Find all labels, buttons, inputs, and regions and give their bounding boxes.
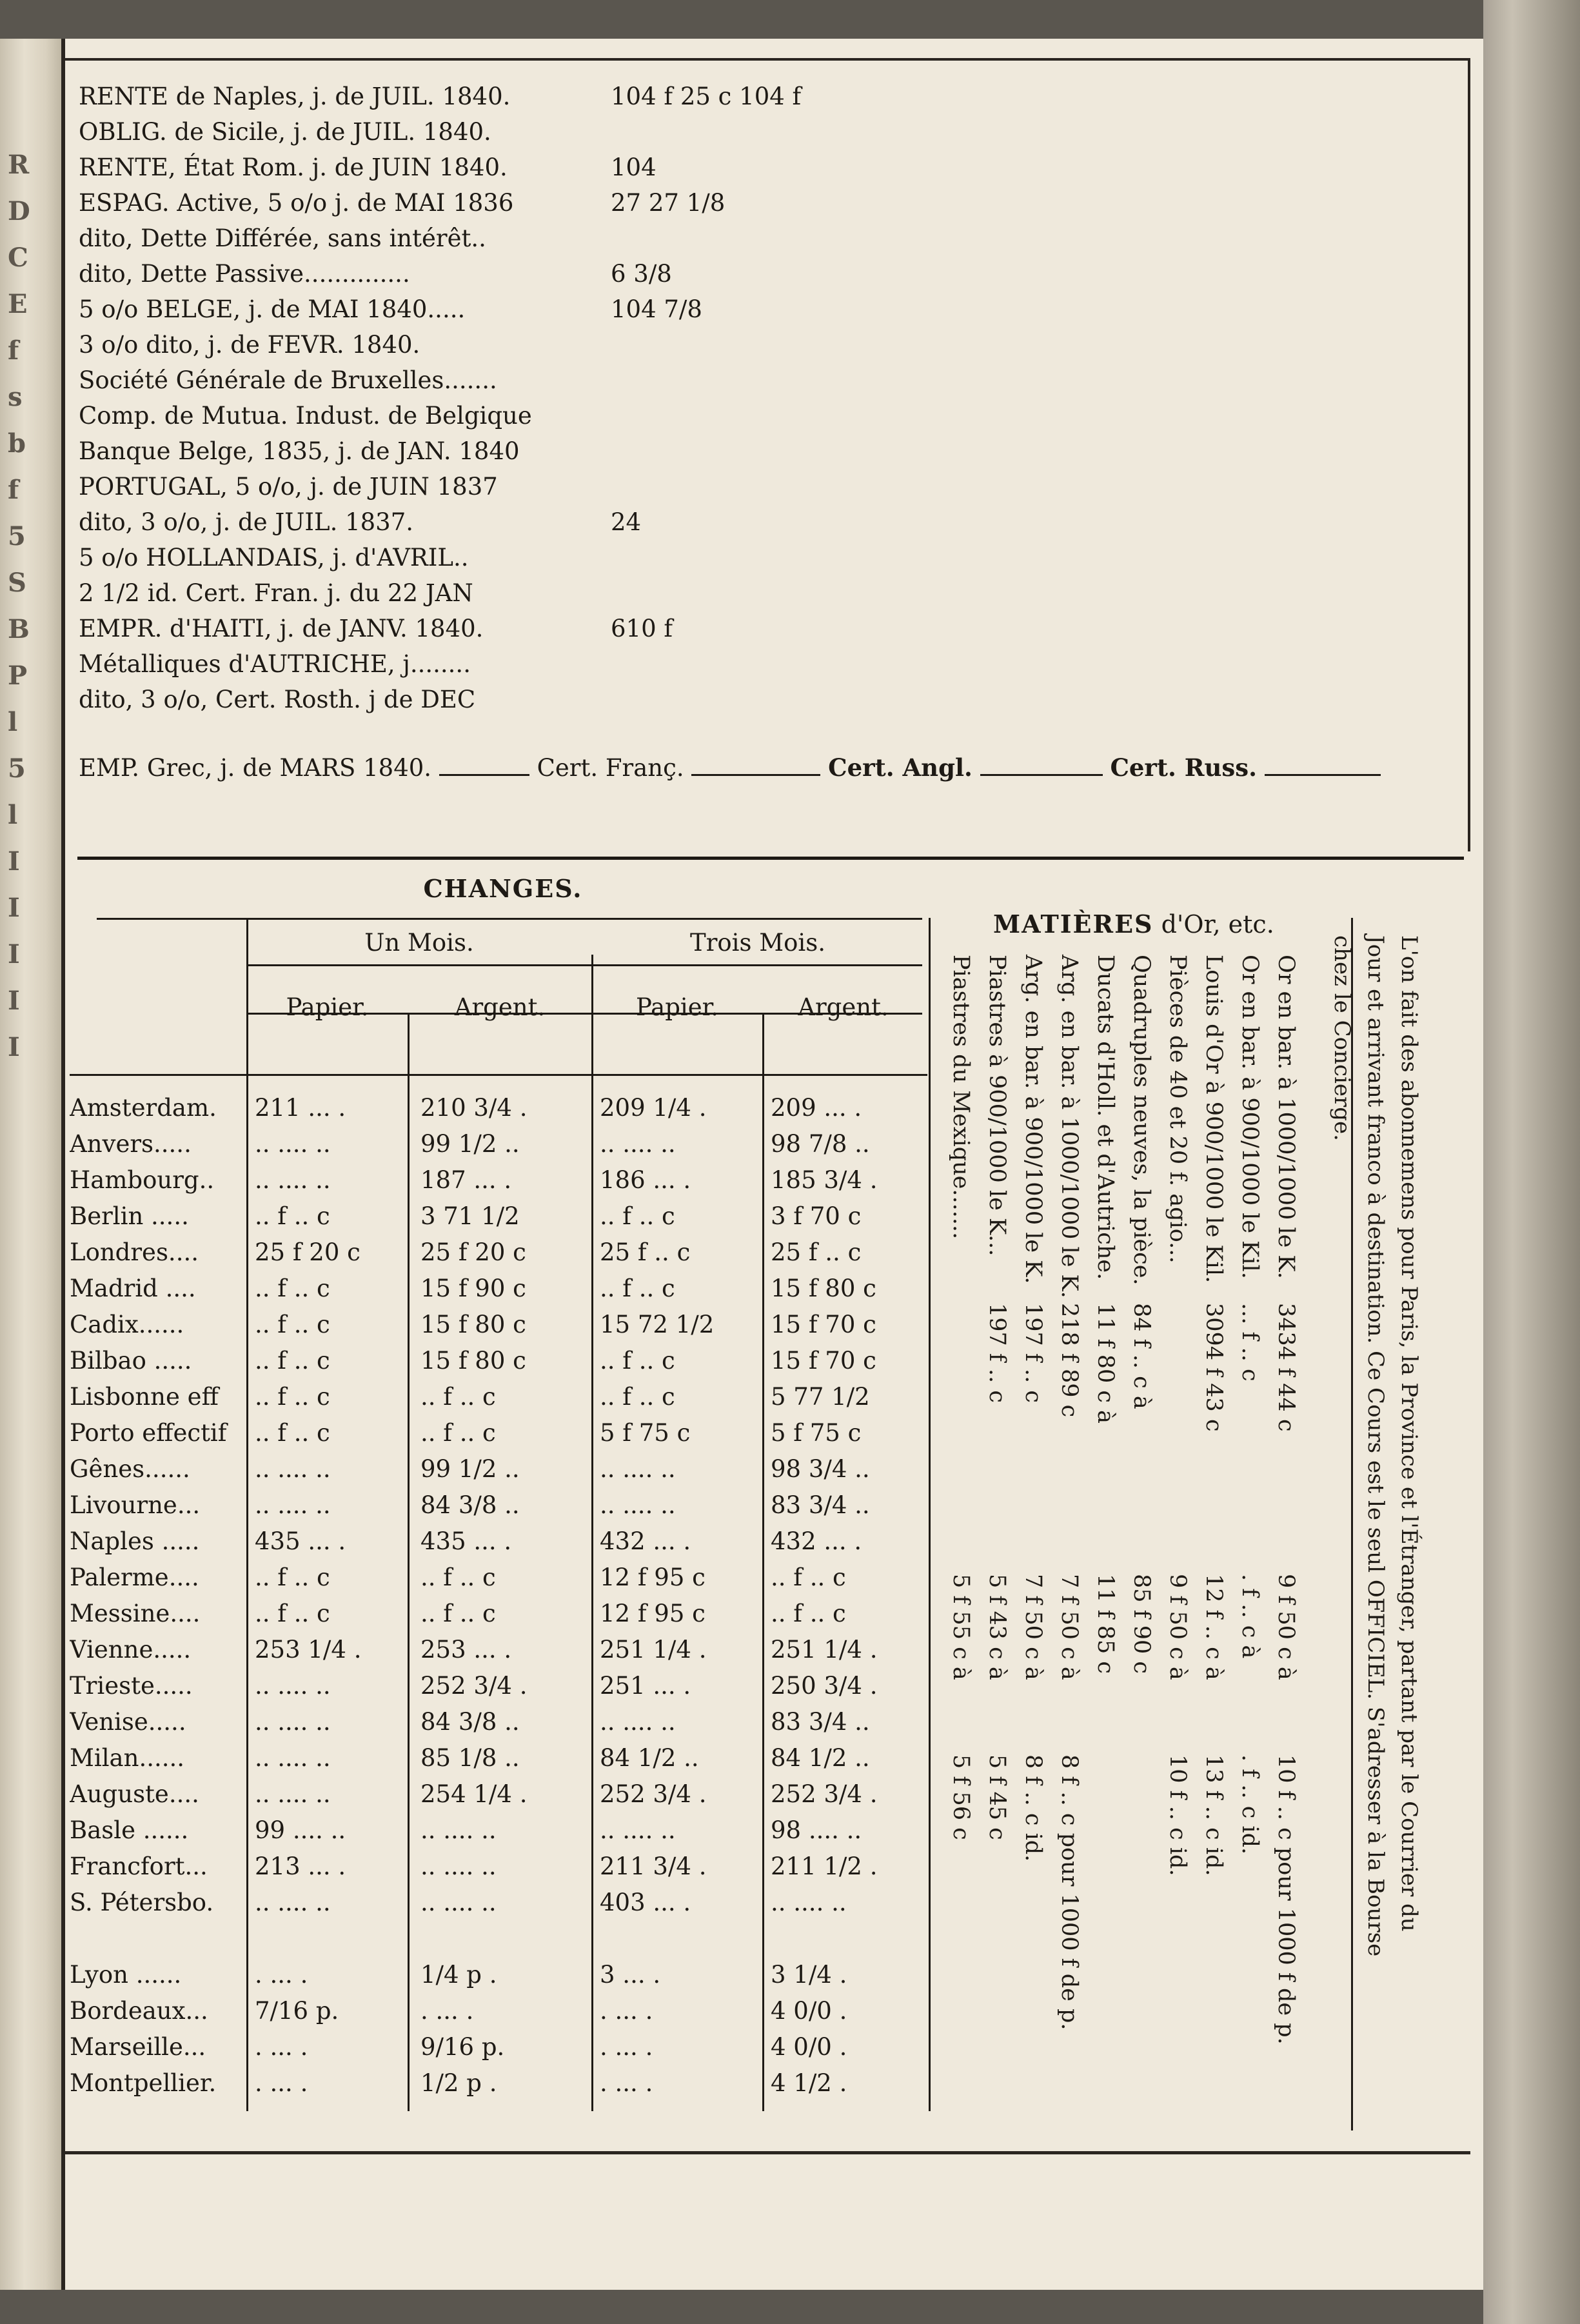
change-city: Londres.... (70, 1238, 199, 1266)
change-city: Montpellier. (70, 2069, 217, 2097)
change-city: Madrid .... (70, 1275, 196, 1302)
change-cell-a1: . ... . (420, 1997, 474, 2025)
change-cell-p3: 209 1/4 . (600, 1094, 707, 1122)
change-cell-p3: 251 1/4 . (600, 1636, 707, 1664)
change-cell-p1: .. f .. c (255, 1202, 330, 1230)
change-cell-p1: 253 1/4 . (255, 1636, 362, 1664)
change-cell-p3: .. f .. c (600, 1383, 675, 1411)
change-cell-p3: 12 f 95 c (600, 1600, 706, 1627)
change-cell-p1: . ... . (255, 2033, 308, 2061)
change-city (70, 1921, 252, 1957)
change-cell-a3: .. .... .. (771, 1889, 847, 1916)
change-cell-a3: 98 7/8 .. (771, 1130, 870, 1158)
change-city: Basle ...... (70, 1816, 189, 1844)
change-cell-a3: 3 1/4 . (771, 1961, 847, 1989)
rente-name: dito, 3 o/o, j. de JUIL. 1837. (79, 508, 414, 536)
change-cell-a1: .. .... .. (420, 1852, 497, 1880)
change-cell-p1: 211 ... . (255, 1094, 346, 1122)
change-cell-p1: .. f .. c (255, 1600, 330, 1627)
frame-top-rule (64, 58, 1470, 61)
rente-name: 2 1/2 id. Cert. Fran. j. du 22 JAN (79, 579, 473, 607)
change-cell-p3: .. .... .. (600, 1491, 676, 1519)
change-city: Bilbao ..... (70, 1347, 192, 1375)
matiere-name: Or en bar. à 900/1000 le Kil. (1237, 955, 1263, 1279)
rente-row (79, 646, 1465, 682)
matiere-name: Quadruples neuves, la pièce. (1129, 955, 1154, 1286)
matiere-v3: 10 f .. c id. (1165, 1754, 1190, 1876)
rente-row (79, 682, 1465, 717)
matiere-v1: ... f .. c (1237, 1303, 1263, 1382)
rente-row (79, 433, 1465, 469)
rente-name: dito, Dette Passive.............. (79, 260, 410, 288)
rente-row (79, 185, 1465, 221)
change-cell-a3: 251 1/4 . (771, 1636, 878, 1664)
frame-bottom-rule (64, 2151, 1470, 2154)
change-cell-p1: .. .... .. (255, 1166, 331, 1194)
cert-angl-label: Cert. Angl. (828, 753, 973, 782)
section-separator (77, 857, 1464, 860)
matiere-name: Piastres à 900/1000 le K... (984, 955, 1010, 1256)
matiere-name: Piastres du Mexique....... (948, 955, 974, 1240)
matiere-v1: 218 f 89 c (1056, 1303, 1082, 1418)
change-cell-p1: 7/16 p. (255, 1997, 339, 2025)
change-cell-p3: .. f .. c (600, 1347, 675, 1375)
change-city: Auguste.... (70, 1780, 199, 1808)
change-cell-a3: 4 0/0 . (771, 2033, 847, 2061)
change-city: Anvers..... (70, 1130, 192, 1158)
matiere-v2: 7 f 50 c à (1056, 1574, 1082, 1680)
change-city: Hambourg.. (70, 1166, 215, 1194)
matiere-v3: 10 f .. c pour 1000 f de p. (1273, 1754, 1299, 2045)
change-cell-p1: 213 ... . (255, 1852, 346, 1880)
change-city: Porto effectif (70, 1419, 227, 1447)
change-cell-p1: .. .... .. (255, 1780, 331, 1808)
matiere-v3: . f .. c id. (1237, 1754, 1263, 1855)
note-line: L'on fait des abonnemens pour Paris, la Province et l'Étranger, partant par le Courrier du (1396, 935, 1422, 1932)
change-cell-p3: .. f .. c (600, 1202, 675, 1230)
change-cell-a1: 210 3/4 . (420, 1094, 528, 1122)
argent-header-1: Argent. (454, 993, 546, 1021)
change-cell-a3: 98 3/4 .. (771, 1455, 870, 1483)
change-cell-p3: .. .... .. (600, 1708, 676, 1736)
change-cell-a1: 15 f 80 c (420, 1347, 526, 1375)
matiere-v2: 12 f .. c à (1201, 1574, 1227, 1680)
change-cell-a3: 15 f 80 c (771, 1275, 876, 1302)
rente-name: EMPR. d'HAITI, j. de JANV. 1840. (79, 615, 484, 642)
change-cell-a3: 84 1/2 .. (771, 1744, 870, 1772)
matiere-v1: 3434 f 44 c (1273, 1303, 1299, 1432)
rente-value: 610 f (611, 615, 673, 642)
rente-value: 24 (611, 508, 642, 536)
rente-name: ESPAG. Active, 5 o/o j. de MAI 1836 (79, 189, 514, 217)
change-cell-p1: .. f .. c (255, 1347, 330, 1375)
change-city: Messine.... (70, 1600, 201, 1627)
matiere-name: Arg. en bar. à 900/1000 le K. (1020, 955, 1046, 1284)
matiere-v2: 7 f 50 c à (1020, 1574, 1046, 1680)
trois-mois-header: Trois Mois. (690, 929, 825, 957)
matiere-row (1052, 955, 1086, 2031)
rente-value: 27 27 1/8 (611, 189, 726, 217)
change-cell-p1: .. .... .. (255, 1491, 331, 1519)
change-cell-p1: . ... . (255, 2069, 308, 2097)
change-cell-p1: 99 .... .. (255, 1816, 346, 1844)
frame-right-rule (1468, 58, 1470, 851)
matiere-v3: 5 f 56 c (948, 1754, 974, 1840)
change-cell-a1: 15 f 80 c (420, 1311, 526, 1338)
matiere-v2: . f .. c à (1237, 1574, 1263, 1659)
matiere-v1: 197 f .. c (1020, 1303, 1046, 1403)
change-cell-a1: .. f .. c (420, 1564, 496, 1591)
change-cell-a1: .. f .. c (420, 1383, 496, 1411)
change-city: S. Pétersbo. (70, 1889, 214, 1916)
change-cell-a1: 252 3/4 . (420, 1672, 528, 1700)
change-city: Naples ..... (70, 1527, 200, 1555)
change-city: Vienne..... (70, 1636, 192, 1664)
blank-line (1265, 750, 1381, 776)
rente-row (79, 327, 1465, 363)
change-cell-p1: .. .... .. (255, 1889, 331, 1916)
change-cell-a3: 25 f .. c (771, 1238, 862, 1266)
matiere-row (1197, 955, 1230, 1987)
change-city: Milan...... (70, 1744, 185, 1772)
change-cell-a1: 1/4 p . (420, 1961, 497, 1989)
change-cell-p1: .. .... .. (255, 1130, 331, 1158)
change-cell-p3: 252 3/4 . (600, 1780, 707, 1808)
rente-name: Métalliques d'AUTRICHE, j........ (79, 650, 471, 678)
change-cell-a1: 187 ... . (420, 1166, 512, 1194)
blank-line (691, 750, 820, 776)
rente-name: Comp. de Mutua. Indust. de Belgique (79, 402, 532, 430)
change-cell-p3: 251 ... . (600, 1672, 691, 1700)
matiere-row (1016, 955, 1050, 1987)
change-city: Trieste..... (70, 1672, 193, 1700)
change-cell-p1: .. .... .. (255, 1672, 331, 1700)
change-cell-a3: 15 f 70 c (771, 1347, 876, 1375)
matiere-v2: 11 f 85 c (1092, 1574, 1118, 1674)
change-cell-p1: 25 f 20 c (255, 1238, 360, 1266)
change-cell-a1: 435 ... . (420, 1527, 512, 1555)
change-cell-a3: 83 3/4 .. (771, 1491, 870, 1519)
change-cell-p3: .. .... .. (600, 1130, 676, 1158)
papier-header-1: Papier. (286, 993, 369, 1021)
rente-name: dito, 3 o/o, Cert. Rosth. j de DEC (79, 686, 476, 713)
rente-name: 3 o/o dito, j. de FEVR. 1840. (79, 331, 420, 359)
page-binding (0, 39, 61, 2290)
change-cell-p1: .. f .. c (255, 1383, 330, 1411)
change-cell-p3: . ... . (600, 2069, 653, 2097)
change-cell-a1: .. f .. c (420, 1419, 496, 1447)
change-cell-a1: 9/16 p. (420, 2033, 505, 2061)
change-cell-p3: .. .... .. (600, 1455, 676, 1483)
change-cell-p3: 403 ... . (600, 1889, 691, 1916)
rule (929, 918, 931, 2111)
matiere-row (980, 955, 1014, 1987)
change-city: Bordeaux... (70, 1997, 208, 2025)
rente-row (79, 363, 1465, 398)
rente-name: 5 o/o HOLLANDAIS, j. d'AVRIL.. (79, 544, 469, 571)
change-cell-p1: .. f .. c (255, 1419, 330, 1447)
rente-row (79, 575, 1465, 611)
rule (70, 1074, 927, 1076)
spine-bleed-letters: R D C E f s b f 5 S B P l 5 l I I I I I (8, 150, 30, 1062)
matiere-v3: 5 f 45 c (984, 1754, 1010, 1840)
rule (591, 955, 593, 2111)
change-cell-a1: .. f .. c (420, 1600, 496, 1627)
matiere-name: Pièces de 40 et 20 f. agio... (1165, 955, 1190, 1264)
change-cell-p3: 15 72 1/2 (600, 1311, 715, 1338)
changes-title: CHANGES. (423, 874, 583, 903)
rente-name: dito, Dette Différée, sans intérêt.. (79, 224, 486, 252)
change-cell-a1: 1/2 p . (420, 2069, 497, 2097)
change-city: Venise..... (70, 1708, 186, 1736)
matiere-v3: 8 f .. c pour 1000 f de p. (1056, 1754, 1082, 2031)
matiere-row (944, 955, 978, 1987)
matiere-v1: 11 f 80 c à (1092, 1303, 1118, 1424)
change-cell-a3: 250 3/4 . (771, 1672, 878, 1700)
change-cell-a3: 3 f 70 c (771, 1202, 862, 1230)
next-page-edge (1483, 0, 1580, 2324)
change-city: Livourne... (70, 1491, 201, 1519)
matiere-v2: 9 f 50 c à (1165, 1574, 1190, 1680)
rente-row (79, 398, 1465, 433)
change-cell-a1: .. .... .. (420, 1889, 497, 1916)
change-cell-p3: 12 f 95 c (600, 1564, 706, 1591)
matiere-row (1161, 955, 1194, 1987)
rente-row (79, 292, 1465, 327)
rente-row (79, 114, 1465, 150)
note-line: chez le Concierge. (1329, 935, 1355, 1141)
rente-value: 6 3/8 (611, 260, 672, 288)
matieres-title-bold: MATIÈRES (993, 909, 1154, 939)
change-cell-a1: 84 3/8 .. (420, 1491, 520, 1519)
rente-name: OBLIG. de Sicile, j. de JUIL. 1840. (79, 118, 491, 146)
rule (97, 918, 922, 920)
rente-name: PORTUGAL, 5 o/o, j. de JUIN 1837 (79, 473, 498, 501)
rente-value: 104 (611, 154, 657, 181)
change-cell-a3: 98 .... .. (771, 1816, 862, 1844)
binding-edge (61, 39, 65, 2290)
change-cell-a3: 209 ... . (771, 1094, 862, 1122)
change-cell-a3: 4 1/2 . (771, 2069, 847, 2097)
change-cell-p3: 25 f .. c (600, 1238, 691, 1266)
change-cell-a1: 3 71 1/2 (420, 1202, 520, 1230)
un-mois-header: Un Mois. (364, 929, 474, 957)
change-cell-a1: 15 f 90 c (420, 1275, 526, 1302)
change-cell-a1: 25 f 20 c (420, 1238, 526, 1266)
change-cell-p3: .. .... .. (600, 1816, 676, 1844)
change-cell-p1: 435 ... . (255, 1527, 346, 1555)
matiere-name: Arg. en bar. à 1000/1000 le K. (1056, 955, 1082, 1298)
matiere-v2: 85 f 90 c (1129, 1574, 1154, 1674)
rente-row (79, 221, 1465, 256)
change-cell-p3: .. f .. c (600, 1275, 675, 1302)
matiere-v1: 84 f .. c à (1129, 1303, 1154, 1409)
rule (248, 964, 922, 966)
rente-row (79, 504, 1465, 540)
rente-name: RENTE de Naples, j. de JUIL. 1840. (79, 83, 511, 110)
matiere-v3: 13 f .. c id. (1201, 1754, 1227, 1876)
matiere-row (1089, 955, 1122, 1987)
change-cell-a3: 4 0/0 . (771, 1997, 847, 2025)
matiere-v1: 197 f .. c (984, 1303, 1010, 1403)
change-cell-a3: 15 f 70 c (771, 1311, 876, 1338)
rente-row (79, 469, 1465, 504)
change-cell-a3: 185 3/4 . (771, 1166, 878, 1194)
blank-line (980, 750, 1103, 776)
cert-franc-label: Cert. Franç. (537, 754, 684, 782)
change-cell-a3: .. f .. c (771, 1600, 846, 1627)
change-cell-p3: . ... . (600, 1997, 653, 2025)
change-cell-a1: 85 1/8 .. (420, 1744, 520, 1772)
change-cell-a1: 254 1/4 . (420, 1780, 528, 1808)
rente-value: 104 7/8 (611, 295, 702, 323)
change-city: Palerme.... (70, 1564, 199, 1591)
certificates-line (79, 748, 1465, 787)
change-cell-a3: 5 77 1/2 (771, 1383, 870, 1411)
rente-name: RENTE, État Rom. j. de JUIN 1840. (79, 154, 508, 181)
ledger-page (0, 39, 1488, 2290)
matiere-v2: 5 f 43 c à (984, 1574, 1010, 1680)
matiere-name: Or en bar. à 1000/1000 le K. (1273, 955, 1299, 1279)
change-cell-p1: .. .... .. (255, 1455, 331, 1483)
matiere-row (1233, 955, 1267, 1987)
emp-grec-label: EMP. Grec, j. de MARS 1840. (79, 754, 432, 782)
change-city: Francfort... (70, 1852, 208, 1880)
change-cell-a3: 252 3/4 . (771, 1780, 878, 1808)
blank-line (439, 750, 529, 776)
change-cell-a1: 253 ... . (420, 1636, 512, 1664)
change-cell-a1: .. .... .. (420, 1816, 497, 1844)
rente-row (79, 150, 1465, 185)
rente-row (79, 256, 1465, 292)
matiere-v3: 8 f .. c id. (1020, 1754, 1046, 1862)
change-cell-p3: 3 ... . (600, 1961, 661, 1989)
change-cell-a1: 99 1/2 .. (420, 1455, 520, 1483)
change-city: Marseille... (70, 2033, 206, 2061)
rente-row (79, 79, 1465, 114)
matiere-v2: 9 f 50 c à (1273, 1574, 1299, 1680)
rente-row (79, 611, 1465, 646)
change-cell-p1: .. .... .. (255, 1708, 331, 1736)
change-cell-a1: 84 3/8 .. (420, 1708, 520, 1736)
change-city: Amsterdam. (70, 1094, 217, 1122)
matiere-name: Louis d'Or à 900/1000 le Kil. (1201, 955, 1227, 1284)
change-cell-p3: 186 ... . (600, 1166, 691, 1194)
rente-row (79, 540, 1465, 575)
rente-name: Banque Belge, 1835, j. de JAN. 1840 (79, 437, 520, 465)
change-cell-p3: . ... . (600, 2033, 653, 2061)
matiere-row (1125, 955, 1158, 1987)
change-city: Lyon ...... (70, 1961, 182, 1989)
matieres-title-rest: d'Or, etc. (1161, 910, 1274, 939)
change-city: Cadix...... (70, 1311, 184, 1338)
change-cell-a3: .. f .. c (771, 1564, 846, 1591)
rule (762, 1013, 764, 2111)
change-city: Berlin ..... (70, 1202, 189, 1230)
rente-value: 104 f 25 c 104 f (611, 83, 802, 110)
change-city: Gênes...... (70, 1455, 190, 1483)
change-cell-p1: .. f .. c (255, 1564, 330, 1591)
change-cell-p1: . ... . (255, 1961, 308, 1989)
argent-header-3: Argent. (798, 993, 889, 1021)
change-cell-p1: .. f .. c (255, 1275, 330, 1302)
change-cell-a1: 99 1/2 .. (420, 1130, 520, 1158)
change-cell-a3: 83 3/4 .. (771, 1708, 870, 1736)
matiere-row (1269, 955, 1303, 2045)
cert-russ-label: Cert. Russ. (1110, 753, 1257, 782)
change-cell-a3: 211 1/2 . (771, 1852, 878, 1880)
change-cell-p3: 432 ... . (600, 1527, 691, 1555)
change-cell-a3: 432 ... . (771, 1527, 862, 1555)
change-cell-p3: 84 1/2 .. (600, 1744, 699, 1772)
matiere-name: Ducats d'Holl. et d'Autriche. (1092, 955, 1118, 1280)
rente-name: Société Générale de Bruxelles....... (79, 366, 497, 394)
change-cell-a3: 5 f 75 c (771, 1419, 862, 1447)
rentes-list (79, 79, 1465, 717)
matiere-v1: 3094 f 43 c (1201, 1303, 1227, 1432)
rente-name: 5 o/o BELGE, j. de MAI 1840..... (79, 295, 466, 323)
matiere-v2: 5 f 55 c à (948, 1574, 974, 1680)
change-cell-p3: 211 3/4 . (600, 1852, 707, 1880)
change-cell-p3: 5 f 75 c (600, 1419, 691, 1447)
change-cell-p1: .. f .. c (255, 1311, 330, 1338)
rule (408, 1013, 410, 2111)
change-cell-p1: .. .... .. (255, 1744, 331, 1772)
matieres-title (993, 909, 1274, 939)
papier-header-3: Papier. (635, 993, 719, 1021)
note-line: Jour et arrivant franco à destination. Ce Cours est le seul OFFICIEL. S'adresser à la Bourse (1363, 935, 1388, 1957)
change-city: Lisbonne eff (70, 1383, 219, 1411)
